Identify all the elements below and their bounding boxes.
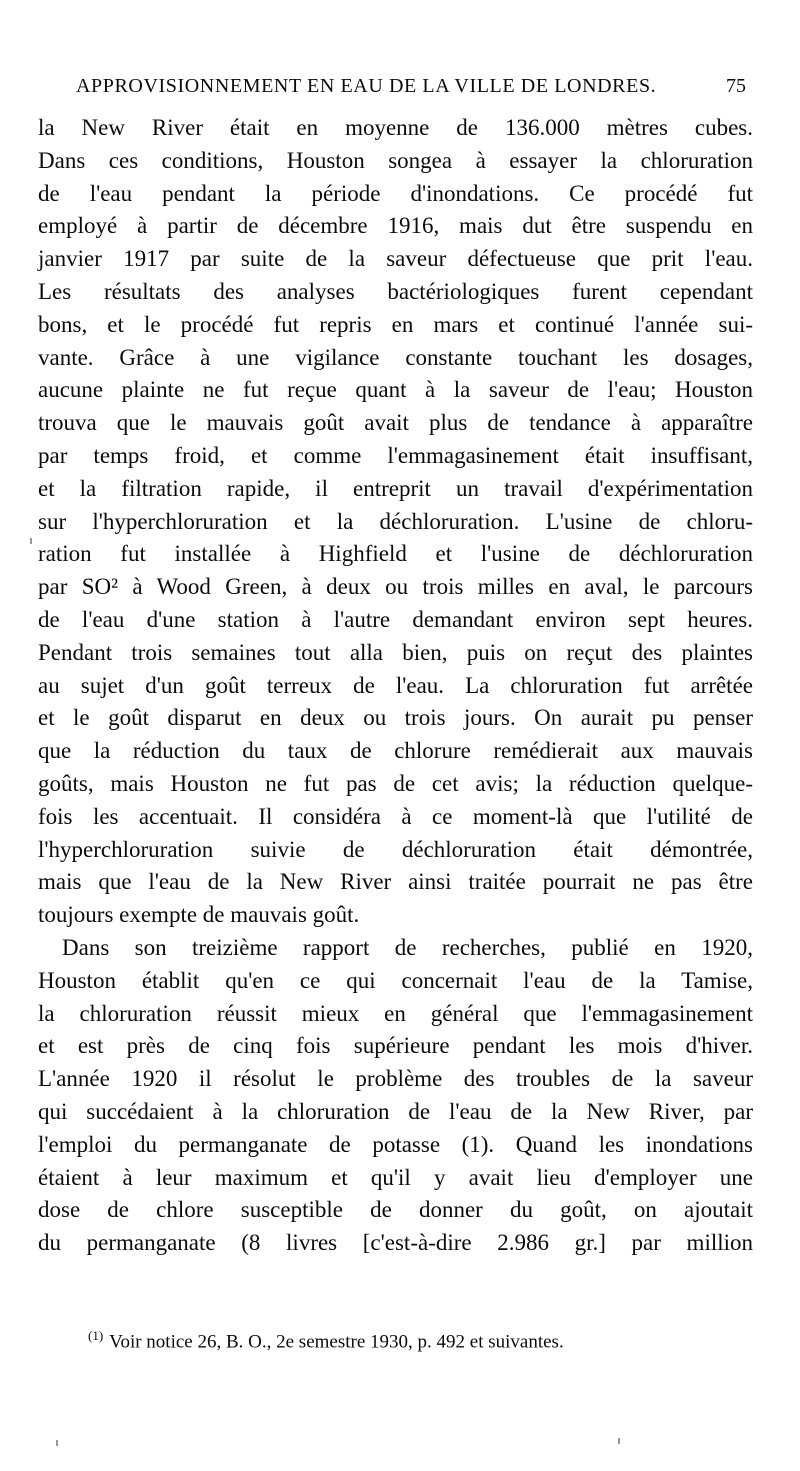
text-line: étaient à leur maximum et qu'il y avait lieu d'employer une (38, 1164, 753, 1190)
text-line: Dans son treizième rapport de recherches, publié en 1920, (62, 934, 753, 960)
running-title: APPROVISIONNEMENT EN EAU DE LA VILLE DE LONDRES. (76, 75, 657, 97)
text-line: L'année 1920 il résolut le problème des troubles de la saveur (38, 1066, 753, 1092)
text-line: sur l'hyperchloruration et la déchloruration. L'usine de chloru- (38, 508, 753, 534)
text-line: trouva que le mauvais goût avait plus de tendance à apparaître (38, 410, 753, 436)
text-line: dose de chlore susceptible de donner du goût, on ajoutait (38, 1197, 753, 1223)
text-line: l'emploi du permanganate de potasse (1). Quand les inondations (38, 1131, 753, 1157)
text-line: mais que l'eau de la New River ainsi traitée pourrait ne pas être (38, 869, 753, 895)
text-line: de l'eau d'une station à l'autre demandant environ sept heures. (38, 606, 753, 632)
text-line: Pendant trois semaines tout alla bien, puis on reçut des plaintes (38, 639, 753, 665)
footnote (88, 1328, 748, 1353)
text-line: vante. Grâce à une vigilance constante touchant les dosages, (38, 344, 753, 370)
scan-speck (30, 538, 32, 544)
paragraph-1 (38, 112, 753, 932)
footnote-text: Voir notice 26, B. O., 2e semestre 1930, p. 492 et suivantes. (109, 1331, 564, 1353)
text-line: janvier 1917 par suite de la saveur défectueuse que prit l'eau. (38, 246, 753, 272)
text-line: toujours exempte de mauvais goût. (38, 902, 360, 928)
scan-speck (618, 1438, 620, 1444)
body-text (38, 112, 753, 1260)
text-line: Houston établit qu'en ce qui concernait l'eau de la Tamise, (38, 967, 753, 993)
text-line: ration fut installée à Highfield et l'usine de déchloruration (38, 541, 753, 567)
text-line: qui succédaient à la chloruration de l'eau de la New River, par (38, 1098, 753, 1124)
text-line: bons, et le procédé fut repris en mars et continué l'année sui- (38, 311, 753, 337)
text-line: et est près de cinq fois supérieure pendant les mois d'hiver. (38, 1033, 753, 1059)
footnote-marker: (1) (88, 1328, 104, 1343)
text-line: Dans ces conditions, Houston songea à essayer la chloruration (38, 147, 753, 173)
text-line: et le goût disparut en deux ou trois jours. On aurait pu penser (38, 705, 753, 731)
text-line: goûts, mais Houston ne fut pas de cet avis; la réduction quelque- (38, 770, 753, 796)
text-line: la New River était en moyenne de 136.000 mètres cubes. (38, 115, 753, 140)
text-line: et la filtration rapide, il entreprit un travail d'expérimentation (38, 475, 753, 501)
text-line: de l'eau pendant la période d'inondations. Ce procédé fut (38, 180, 753, 206)
text-line: fois les accentuait. Il considéra à ce moment-là que l'utilité de (38, 803, 753, 829)
text-line: l'hyperchloruration suivie de déchloruration était démontrée, (38, 836, 753, 862)
text-line: du permanganate (8 livres [c'est-à-dire 2.986 gr.] par million (38, 1230, 753, 1256)
running-header (76, 75, 746, 105)
paragraph-2 (38, 932, 753, 1260)
scan-speck (56, 1440, 58, 1446)
text-line: aucune plainte ne fut reçue quant à la saveur de l'eau; Houston (38, 377, 753, 403)
text-line: par SO² à Wood Green, à deux ou trois milles en aval, le parcours (38, 574, 753, 600)
text-line: que la réduction du taux de chlorure remédierait aux mauvais (38, 738, 753, 764)
page-number: 75 (726, 75, 746, 97)
text-line: employé à partir de décembre 1916, mais dut être suspendu en (38, 213, 753, 239)
text-line: au sujet d'un goût terreux de l'eau. La chloruration fut arrêtée (38, 672, 753, 698)
text-line: par temps froid, et comme l'emmagasinement était insuffisant, (38, 442, 753, 468)
text-line: Les résultats des analyses bactériologiques furent cependant (38, 278, 753, 304)
text-line: la chloruration réussit mieux en général que l'emmagasinement (38, 1000, 753, 1026)
